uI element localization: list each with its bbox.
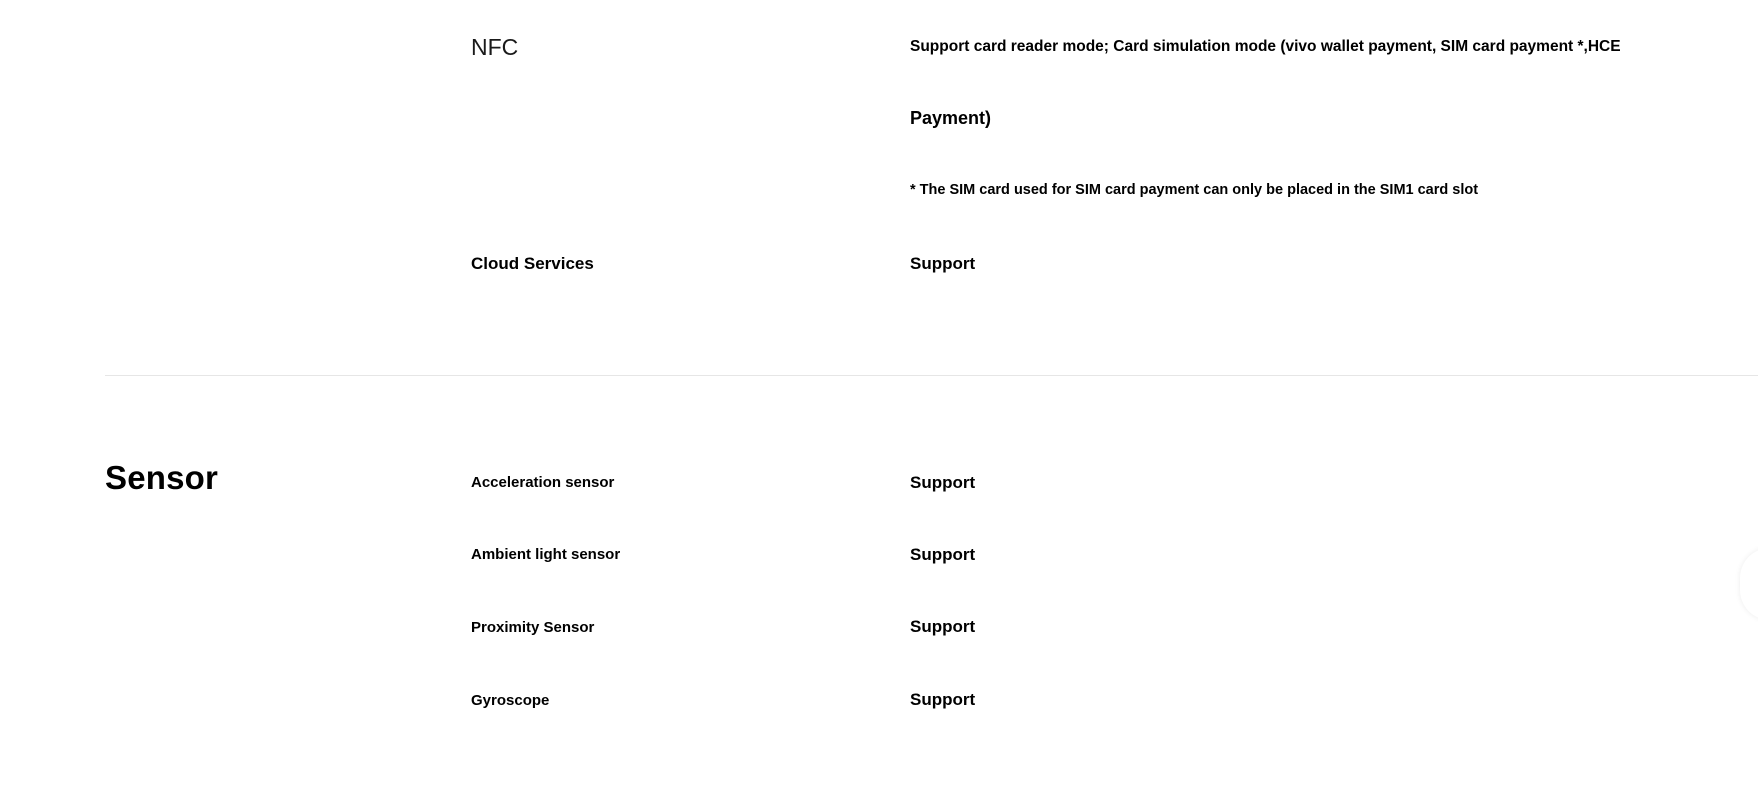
nfc-value: Support card reader mode; Card simulation mode (vivo wallet payment, SIM card payment *,HCE [910, 38, 1621, 55]
sensor-value-acceleration: Support [910, 473, 976, 492]
cloud-services-value: Support [910, 254, 976, 273]
section-divider [105, 375, 1758, 376]
section-title-sensor: Sensor [105, 459, 219, 496]
sensor-value-ambient-light: Support [910, 545, 976, 564]
sensor-label-ambient-light: Ambient light sensor [471, 546, 621, 563]
cloud-services-label: Cloud Services [471, 254, 594, 273]
floating-action-button[interactable] [1740, 548, 1758, 620]
nfc-footnote: * The SIM card used for SIM card payment can only be placed in the SIM1 card slot [910, 182, 1479, 198]
sensor-label-acceleration: Acceleration sensor [471, 474, 615, 491]
sensor-value-gyroscope: Support [910, 690, 976, 709]
nfc-value-continued: Payment) [910, 108, 992, 128]
nfc-label: NFC [471, 34, 519, 60]
sensor-label-proximity: Proximity Sensor [471, 619, 595, 636]
sensor-value-proximity: Support [910, 617, 976, 636]
sensor-label-gyroscope: Gyroscope [471, 692, 550, 709]
